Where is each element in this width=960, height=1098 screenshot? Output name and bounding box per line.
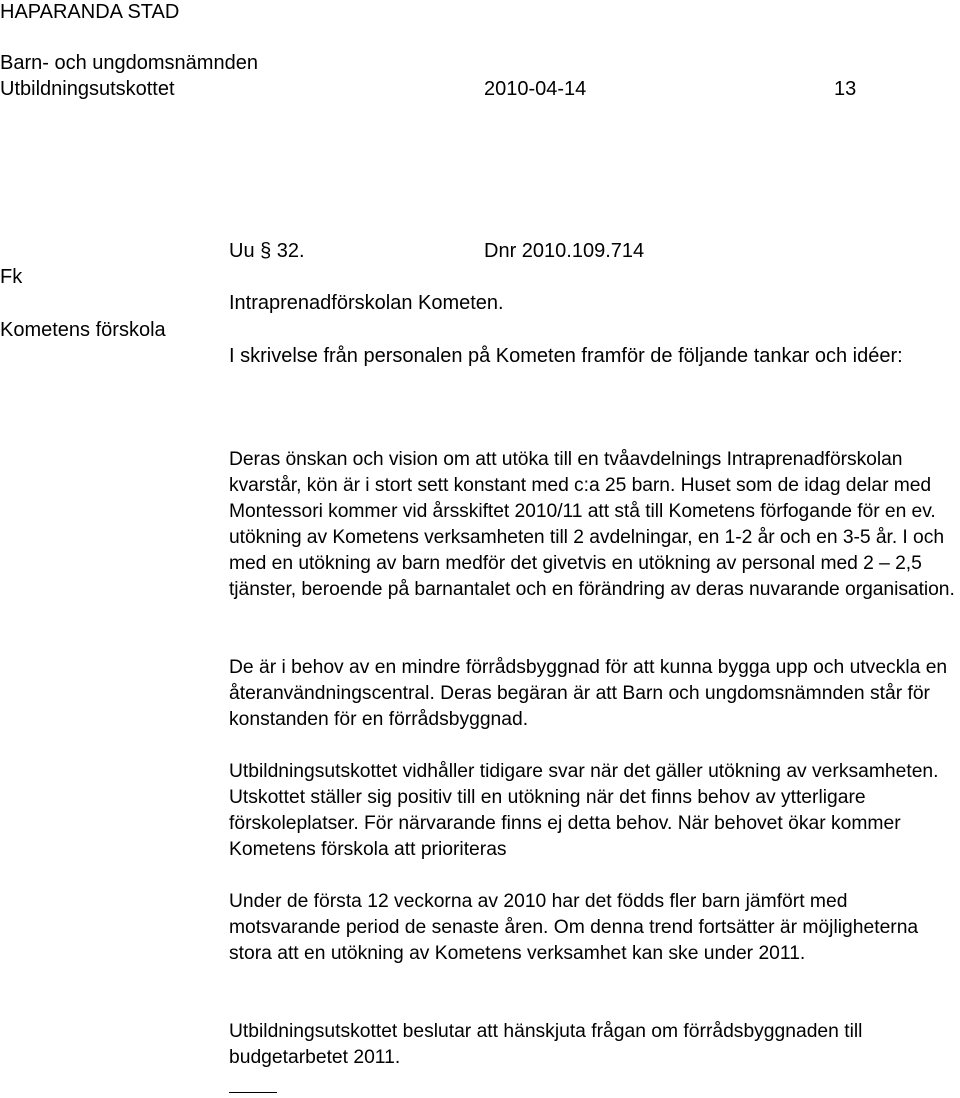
paragraph-text: Utbildningsutskottet beslutar att hänskjuta frågan om förrådsbyggnaden till budgetarbetet 2011. — [229, 1021, 863, 1068]
distribution-recipient: Kometens förskola — [0, 319, 166, 341]
signature-line — [229, 1092, 277, 1093]
diary-number: Dnr 2010.109.714 — [484, 240, 645, 262]
page-number: 13 — [834, 78, 857, 100]
item-number: Uu § 32. — [229, 240, 305, 262]
meeting-date: 2010-04-14 — [484, 78, 587, 100]
item-title: Intraprenadförskolan Kometen. — [229, 292, 504, 314]
distribution-code: Fk — [0, 266, 23, 288]
paragraph-decision — [229, 1019, 959, 1071]
paragraph-text: Utbildningsutskottet vidhåller tidigare svar när det gäller utökning av verksamheten. Utskottet ställer sig positiv till en utökning när det finns behov av ytterligare förskoleplatser. För närvarande finns ej detta behov. När behovet ökar kommer Kometens förskola att prioriteras — [229, 761, 939, 860]
paragraph-text: Deras önskan och vision om att utöka till en tvåavdelnings Intraprenadförskolan kvarstår, kön är i stort sett konstant med c:a 25 barn. Huset som de idag delar med Montessori kommer vid årsskiftet 2010/11 att stå till Kometens förfogande för en ev. utökning av Kometens verksamheten till 2 avdelningar, en 1-2 år och en 3-5 år. I och med en utökning av barn medför det givetvis en utökning av personal med 2 – 2,5 tjänster, beroende på barnantalet och en förändring av deras nuvarande organisation. — [229, 449, 955, 600]
paragraph-text: De är i behov av en mindre förrådsbyggnad för att kunna bygga upp och utveckla en återanvändningscentral. Deras begäran är att Barn och ungdomsnämnden står för konstanden för en förrådsbyggnad. — [229, 657, 948, 730]
paragraph-committee-answer — [229, 759, 959, 863]
paragraph-text: I skrivelse från personalen på Kometen framför de följande tankar och idéer: — [229, 345, 903, 367]
board-name: Barn- och ungdomsnämnden — [0, 52, 258, 74]
paragraph-text: Under de första 12 veckorna av 2010 har det födds fler barn jämfört med motsvarande period de senaste åren. Om denna trend fortsätter är möjligheterna stora att en utökning av Kometens verksamhet kan ske under 2011. — [229, 891, 919, 964]
paragraph-birth-trend — [229, 889, 959, 967]
committee-name: Utbildningsutskottet — [0, 78, 175, 100]
paragraph-intro — [229, 343, 949, 369]
municipality-name: HAPARANDA STAD — [0, 1, 180, 23]
paragraph-vision — [229, 447, 959, 603]
paragraph-storage — [229, 655, 959, 733]
